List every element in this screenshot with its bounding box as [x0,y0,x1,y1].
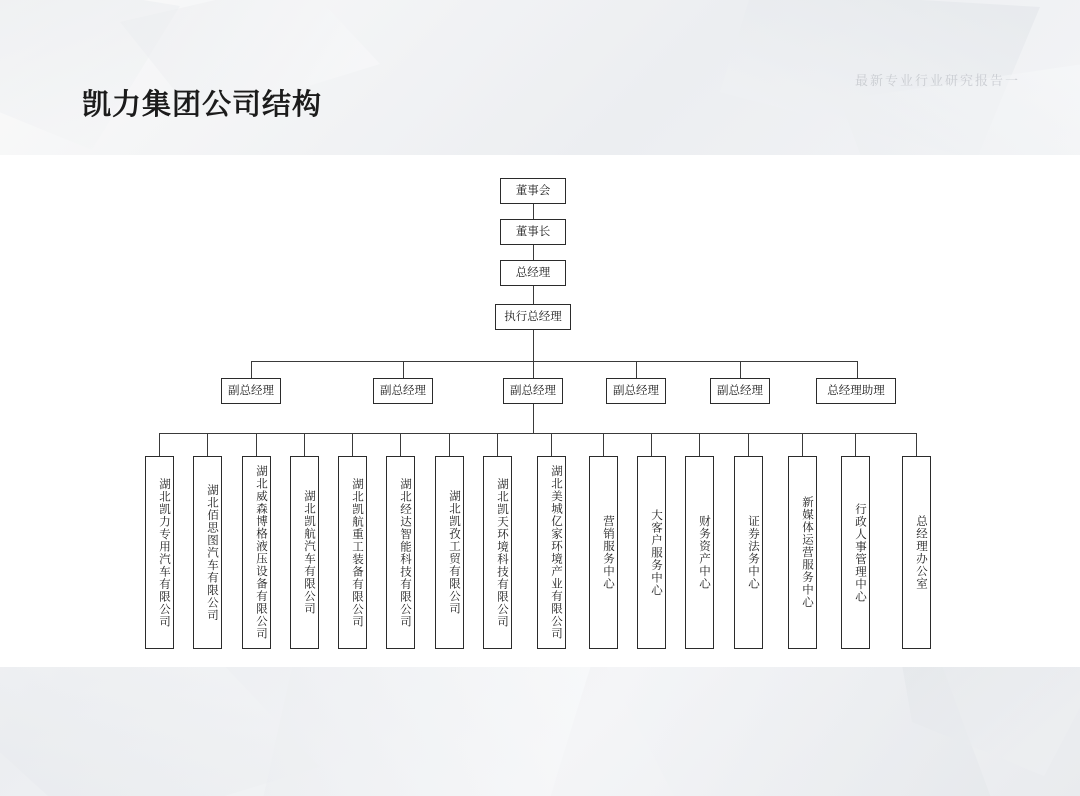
org-chart [0,155,1080,667]
page-title: 凯力集团公司结构 [82,89,323,121]
node-subsidiary-7: 湖北凯孜工贸有限公司 [435,456,464,649]
node-deputy-1: 副总经理 [221,378,281,404]
drop-sub-11 [651,433,652,456]
node-center-finance: 财务资产中心 [685,456,714,649]
drop-deputy-2 [403,361,404,378]
drop-sub-13 [748,433,749,456]
drop-deputy-1 [251,361,252,378]
drop-sub-12 [699,433,700,456]
node-deputy-6: 总经理助理 [816,378,896,404]
drop-sub-8 [497,433,498,456]
node-center-admin-hr: 行政人事管理中心 [841,456,870,649]
node-deputy-3: 副总经理 [503,378,563,404]
drop-sub-16 [916,433,917,456]
node-subsidiary-3: 湖北威森博格液压设备有限公司 [242,456,271,649]
watermark: 最新专业行业研究报告一 [854,73,1020,88]
node-deputy-5: 副总经理 [710,378,770,404]
connector-deputy3-bus [533,404,534,433]
node-center-key-account: 大客户服务中心 [637,456,666,649]
org-chart-panel [0,155,1080,667]
connector-egm-bus [533,330,534,361]
node-subsidiary-9: 湖北美城亿家环境产业有限公司 [537,456,566,649]
node-subsidiary-4: 湖北凯航汽车有限公司 [290,456,319,649]
drop-deputy-3 [533,361,534,378]
drop-sub-4 [304,433,305,456]
drop-sub-15 [855,433,856,456]
drop-sub-10 [603,433,604,456]
drop-deputy-4 [636,361,637,378]
drop-sub-9 [551,433,552,456]
connector-board-chairman [533,204,534,219]
drop-sub-14 [802,433,803,456]
node-subsidiary-8: 湖北凯天环境科技有限公司 [483,456,512,649]
node-center-securities-legal: 证券法务中心 [734,456,763,649]
node-subsidiary-2: 湖北佰思图汽车有限公司 [193,456,222,649]
node-executive-general-manager: 执行总经理 [495,304,571,330]
drop-sub-6 [400,433,401,456]
drop-deputy-6 [857,361,858,378]
deputies-bus [251,361,857,362]
connector-chairman-gm [533,245,534,260]
drop-sub-1 [159,433,160,456]
drop-sub-7 [449,433,450,456]
drop-sub-3 [256,433,257,456]
node-gm-office: 总经理办公室 [902,456,931,649]
node-general-manager: 总经理 [500,260,566,286]
node-subsidiary-1: 湖北凯力专用汽车有限公司 [145,456,174,649]
node-subsidiary-5: 湖北凯航重工装备有限公司 [338,456,367,649]
node-chairman: 董事长 [500,219,566,245]
node-deputy-4: 副总经理 [606,378,666,404]
drop-sub-5 [352,433,353,456]
node-board: 董事会 [500,178,566,204]
drop-sub-2 [207,433,208,456]
connector-gm-egm [533,286,534,304]
node-subsidiary-6: 湖北经达智能科技有限公司 [386,456,415,649]
node-deputy-2: 副总经理 [373,378,433,404]
node-center-new-media: 新媒体运营服务中心 [788,456,817,649]
node-center-marketing: 营销服务中心 [589,456,618,649]
drop-deputy-5 [740,361,741,378]
